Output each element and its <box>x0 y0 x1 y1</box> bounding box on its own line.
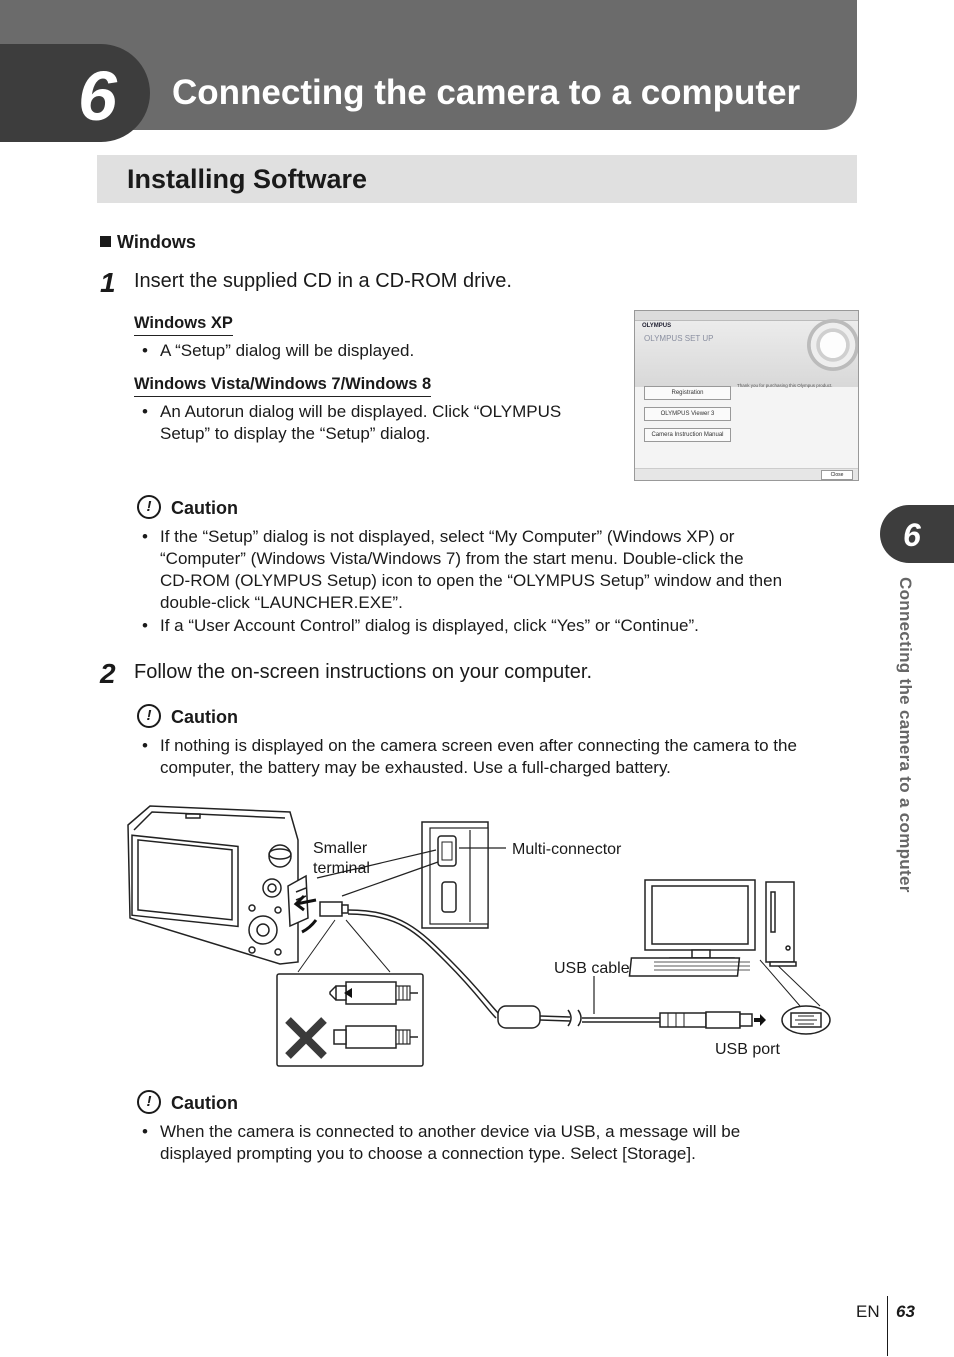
windows-xp-bullet: • A “Setup” dialog will be displayed. <box>142 341 415 360</box>
step-1-number: 1 <box>100 267 116 298</box>
windows-xp-heading: Windows XP <box>134 313 233 336</box>
camera-lens-icon <box>807 319 859 371</box>
caution-2-bullet: • If nothing is displayed on the camera screen even after connecting the camera to the computer, the battery may be exhausted. Use a full-charged battery. <box>142 736 797 777</box>
instruction-manual-button[interactable]: Camera Instruction Manual <box>644 428 731 442</box>
olympus-viewer-button[interactable]: OLYMPUS Viewer 3 <box>644 407 731 421</box>
caution-1-bullet-2: • If a “User Account Control” dialog is displayed, click “Yes” or “Continue”. <box>142 616 699 635</box>
dialog-thanks: Thank you for purchasing this Olympus product. <box>737 383 833 388</box>
step-2-number: 2 <box>100 658 116 689</box>
chapter-title: Connecting the camera to a computer <box>172 73 801 112</box>
caution-icon: ! <box>137 495 161 519</box>
chapter-number: 6 <box>78 57 117 135</box>
footer-divider <box>887 1296 888 1356</box>
caution-3-bullet: • When the camera is connected to another device via USB, a message will be displayed prompting you to choose a connection type. Select [Storage]. <box>142 1122 741 1163</box>
windows-heading <box>100 230 196 254</box>
windows-vista-bullet: • An Autorun dialog will be displayed. Click “OLYMPUS Setup” to display the “Setup” dialog. <box>142 402 562 443</box>
caution-1-bullet-1: • If the “Setup” dialog is not displayed, select “My Computer” (Windows XP) or “Computer” (Windows Vista/Windows 7) from the start menu. Double-click the CD-ROM (OLYMPUS Setup) icon to open the “OLYMPUS Setup” window and then double-click “LAUNCHER.EXE”. <box>142 527 783 612</box>
registration-button[interactable]: Registration <box>644 386 731 400</box>
footer-language: EN <box>856 1302 880 1321</box>
section-title: Installing Software <box>127 164 368 194</box>
windows-heading-label: Windows <box>117 232 196 252</box>
dialog-subtitle: OLYMPUS SET UP <box>644 334 714 343</box>
step-2-text: Follow the on-screen instructions on your computer. <box>134 661 592 683</box>
windows-vista-heading: Windows Vista/Windows 7/Windows 8 <box>134 374 431 397</box>
usb-port-label: USB port <box>715 1041 780 1058</box>
usb-cable-label: USB cable <box>554 960 630 977</box>
multi-connector-label: Multi-connector <box>512 841 622 858</box>
caution-icon: ! <box>137 1090 161 1114</box>
side-chapter-number: 6 <box>903 517 921 553</box>
setup-dialog-screenshot <box>634 310 859 481</box>
side-chapter-title: Connecting the camera to a computer <box>896 577 915 893</box>
computer-illustration <box>630 880 796 976</box>
page-number: 63 <box>896 1302 915 1321</box>
chapter-badge <box>0 44 150 142</box>
dialog-brand: OLYMPUS <box>642 323 672 329</box>
camera-illustration <box>128 806 308 964</box>
caution-icon: ! <box>137 704 161 728</box>
close-button[interactable]: Close <box>821 470 853 480</box>
connection-diagram <box>120 800 840 1075</box>
square-bullet-icon <box>100 236 111 247</box>
step-1-text: Insert the supplied CD in a CD-ROM drive. <box>134 270 512 292</box>
smaller-terminal-label: Smaller terminal <box>313 840 370 877</box>
